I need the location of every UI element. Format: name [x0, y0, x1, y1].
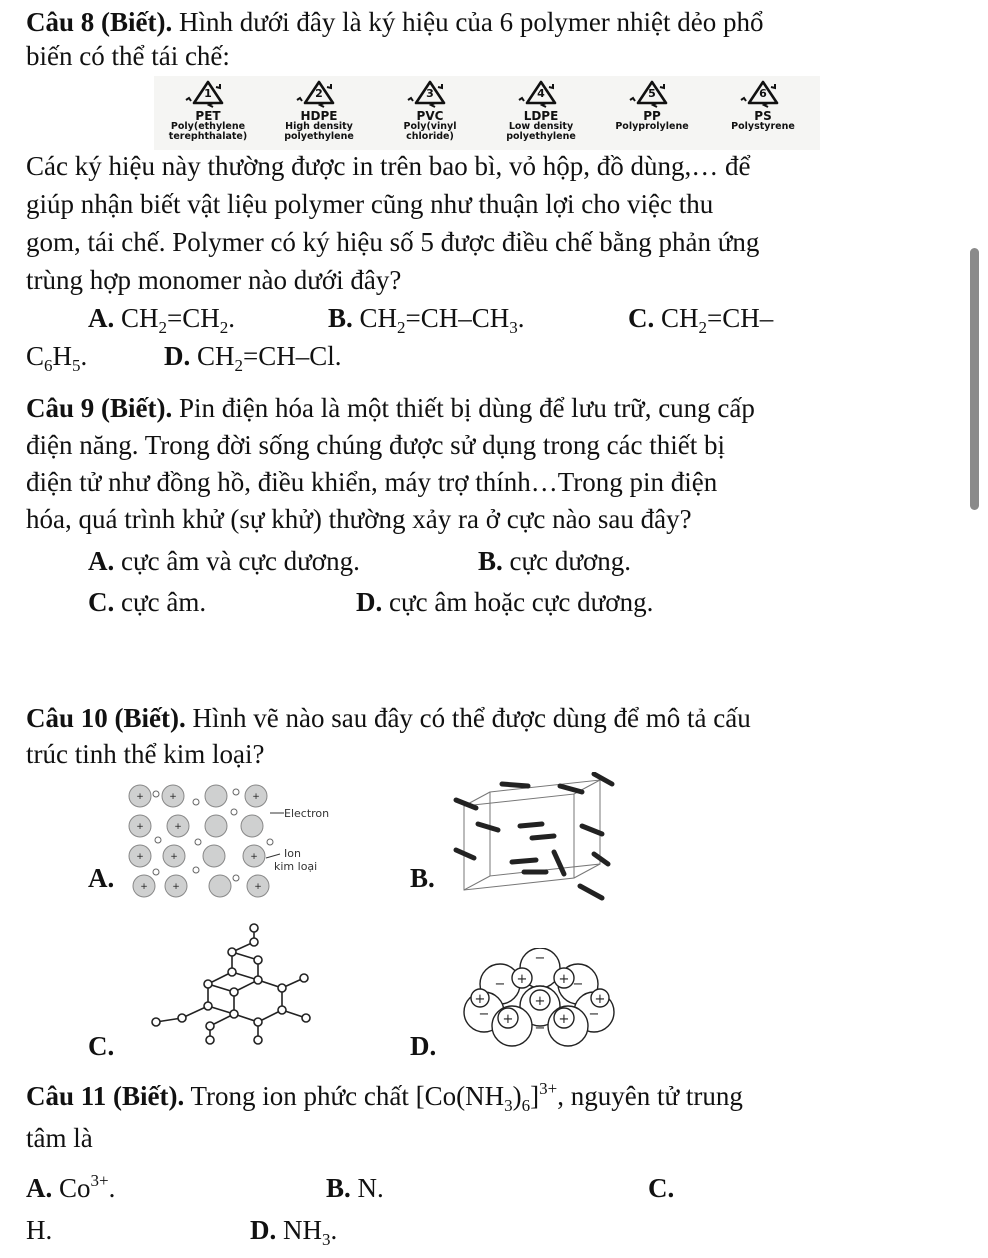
svg-text:+: + — [174, 822, 182, 832]
figure-c-covalent-lattice — [136, 922, 326, 1046]
symbol-abbr: PS — [754, 109, 772, 123]
symbol-abbr: PVC — [416, 109, 444, 123]
q9-stem-line-4: hóa, quá trình khử (sự khử) thường xảy ra ở cực nào sau đây? — [26, 504, 692, 534]
q11-stem-line-2: tâm là — [26, 1123, 93, 1153]
q11-stem-line-1: Câu 11 (Biết). Trong ion phức chất $[Co(NH_3)_6]^{3+}$, nguyên tử trung — [26, 1079, 743, 1115]
symbol-number: 1 — [204, 87, 212, 100]
svg-text:+: + — [534, 994, 546, 1009]
q11-option-d: D. $NH_3$. — [250, 1215, 338, 1249]
q9-option-d: D. cực âm hoặc cực dương. — [356, 587, 654, 617]
symbol-name: Poly(ethylene terephthalate) — [168, 121, 248, 142]
recycle-symbol-ps — [709, 76, 817, 150]
svg-text:+: + — [516, 972, 528, 987]
svg-text:+: + — [594, 992, 606, 1007]
symbol-number: 4 — [537, 87, 545, 100]
svg-text:−: − — [478, 1007, 490, 1022]
q8-option-c-cont: $C_6H_5$. — [26, 341, 88, 375]
figure-a-ion-label: Ion — [284, 847, 301, 860]
symbol-name: Low density polyethylene — [506, 121, 576, 142]
figure-a-electron-label: Electron — [284, 807, 330, 820]
recycle-symbol-ldpe — [487, 76, 595, 150]
q9-option-a: A. cực âm và cực dương. — [88, 546, 360, 576]
svg-text:+: + — [254, 882, 262, 892]
q10-stem-line-2: trúc tinh thể kim loại? — [26, 739, 265, 769]
q9-stem-line-3: điện tử như đồng hồ, điều khiển, máy trợ thính…Trong pin điện — [26, 467, 718, 497]
symbol-abbr: PP — [643, 109, 661, 123]
svg-text:+: + — [172, 882, 180, 892]
recycle-symbol-pvc — [376, 76, 484, 150]
q9-option-c: C. cực âm. — [88, 587, 207, 617]
svg-text:+: + — [558, 972, 570, 987]
svg-text:−: − — [534, 1021, 546, 1036]
q8-option-c: C. $CH_2=CH-$ — [628, 303, 774, 337]
q8-stem-line-1 — [26, 6, 764, 38]
figure-c-label: C. — [88, 1031, 115, 1061]
q8-stem-line-2: biến có thể tái chế: — [26, 41, 230, 71]
recycle-symbol-pp — [598, 76, 706, 150]
svg-text:−: − — [572, 977, 584, 992]
q11-option-a: A. $Co^{3+}$. — [26, 1171, 116, 1203]
symbol-number: 3 — [426, 87, 434, 100]
svg-text:−: − — [534, 951, 546, 966]
svg-text:+: + — [170, 852, 178, 862]
svg-text:−: − — [588, 1007, 600, 1022]
q11-title: Câu 11 (Biết). — [26, 1081, 185, 1111]
svg-text:+: + — [136, 822, 144, 832]
svg-text:+: + — [252, 792, 260, 802]
svg-text:+: + — [136, 852, 144, 862]
figure-b-label: B. — [410, 863, 435, 893]
symbol-number: 6 — [759, 87, 767, 100]
q9-stem-line-1: Câu 9 (Biết). Pin điện hóa là một thiết bị dùng để lưu trữ, cung cấp — [26, 393, 755, 423]
q8-option-b: B. $CH_2=CH-CH_3$. — [328, 303, 525, 337]
figure-d-ionic-crystal — [460, 948, 620, 1048]
svg-text:+: + — [474, 992, 486, 1007]
symbol-abbr: LDPE — [523, 109, 559, 123]
figure-a-label: A. — [88, 863, 115, 893]
q10-title: Câu 10 (Biết). — [26, 703, 186, 733]
symbol-number: 2 — [315, 87, 323, 100]
figure-d-label: D. — [410, 1031, 437, 1061]
svg-text:+: + — [136, 792, 144, 802]
symbol-abbr: HDPE — [300, 109, 338, 123]
q8-option-a: A. $CH_2=CH_2$. — [88, 303, 235, 337]
svg-text:+: + — [558, 1012, 570, 1027]
q10-stem-line-1: Câu 10 (Biết). Hình vẽ nào sau đây có thể được dùng để mô tả cấu — [26, 703, 751, 733]
q11-option-c-cont: H. — [26, 1215, 53, 1245]
q8-stem-text: Hình dưới đây là ký hiệu của 6 polymer nhiệt dẻo phổ — [172, 7, 764, 37]
symbol-name: Polystyrene — [731, 121, 795, 132]
svg-text:−: − — [494, 977, 506, 992]
recycle-symbol-hdpe — [265, 76, 373, 150]
svg-text:+: + — [250, 852, 258, 862]
q9-stem-line-2: điện năng. Trong đời sống chúng được sử dụng trong các thiết bị — [26, 430, 726, 460]
q11-option-c: C. — [648, 1173, 675, 1203]
vertical-scrollbar[interactable] — [970, 248, 979, 510]
symbol-name: Polyprolylene — [615, 121, 689, 132]
svg-text:+: + — [169, 792, 177, 802]
q9-option-b: B. cực dương. — [478, 546, 632, 576]
svg-text:−: − — [534, 979, 546, 994]
q8-body-line-1: Các ký hiệu này thường được in trên bao bì, vỏ hộp, đồ dùng,… để — [26, 151, 751, 181]
svg-text:+: + — [140, 882, 148, 892]
q8-body-line-3: gom, tái chế. Polymer có ký hiệu số 5 được điều chế bằng phản ứng — [26, 227, 760, 257]
figure-b-molecular-crystal — [450, 772, 622, 906]
q8-title: Câu 8 (Biết). — [26, 7, 173, 37]
figure-a-electron-sea — [118, 782, 348, 900]
symbol-number: 5 — [648, 87, 656, 100]
q11-option-b: B. N. — [326, 1173, 384, 1203]
symbol-name: High density polyethylene — [284, 121, 354, 142]
svg-text:+: + — [502, 1012, 514, 1027]
q8-body-line-2: giúp nhận biết vật liệu polymer cũng như thuận lợi cho việc thu — [26, 189, 714, 219]
q8-body-line-4: trùng hợp monomer nào dưới đây? — [26, 265, 402, 295]
symbol-abbr: PET — [195, 109, 221, 123]
recycling-symbols-strip — [154, 76, 820, 150]
symbol-name: Poly(vinyl chloride) — [403, 121, 457, 142]
recycle-symbol-pet — [154, 76, 262, 150]
q8-option-d: D. $CH_2=CH-Cl$. — [164, 341, 342, 375]
q9-title: Câu 9 (Biết). — [26, 393, 173, 423]
figure-a-metal-label: kim loại — [274, 860, 318, 873]
